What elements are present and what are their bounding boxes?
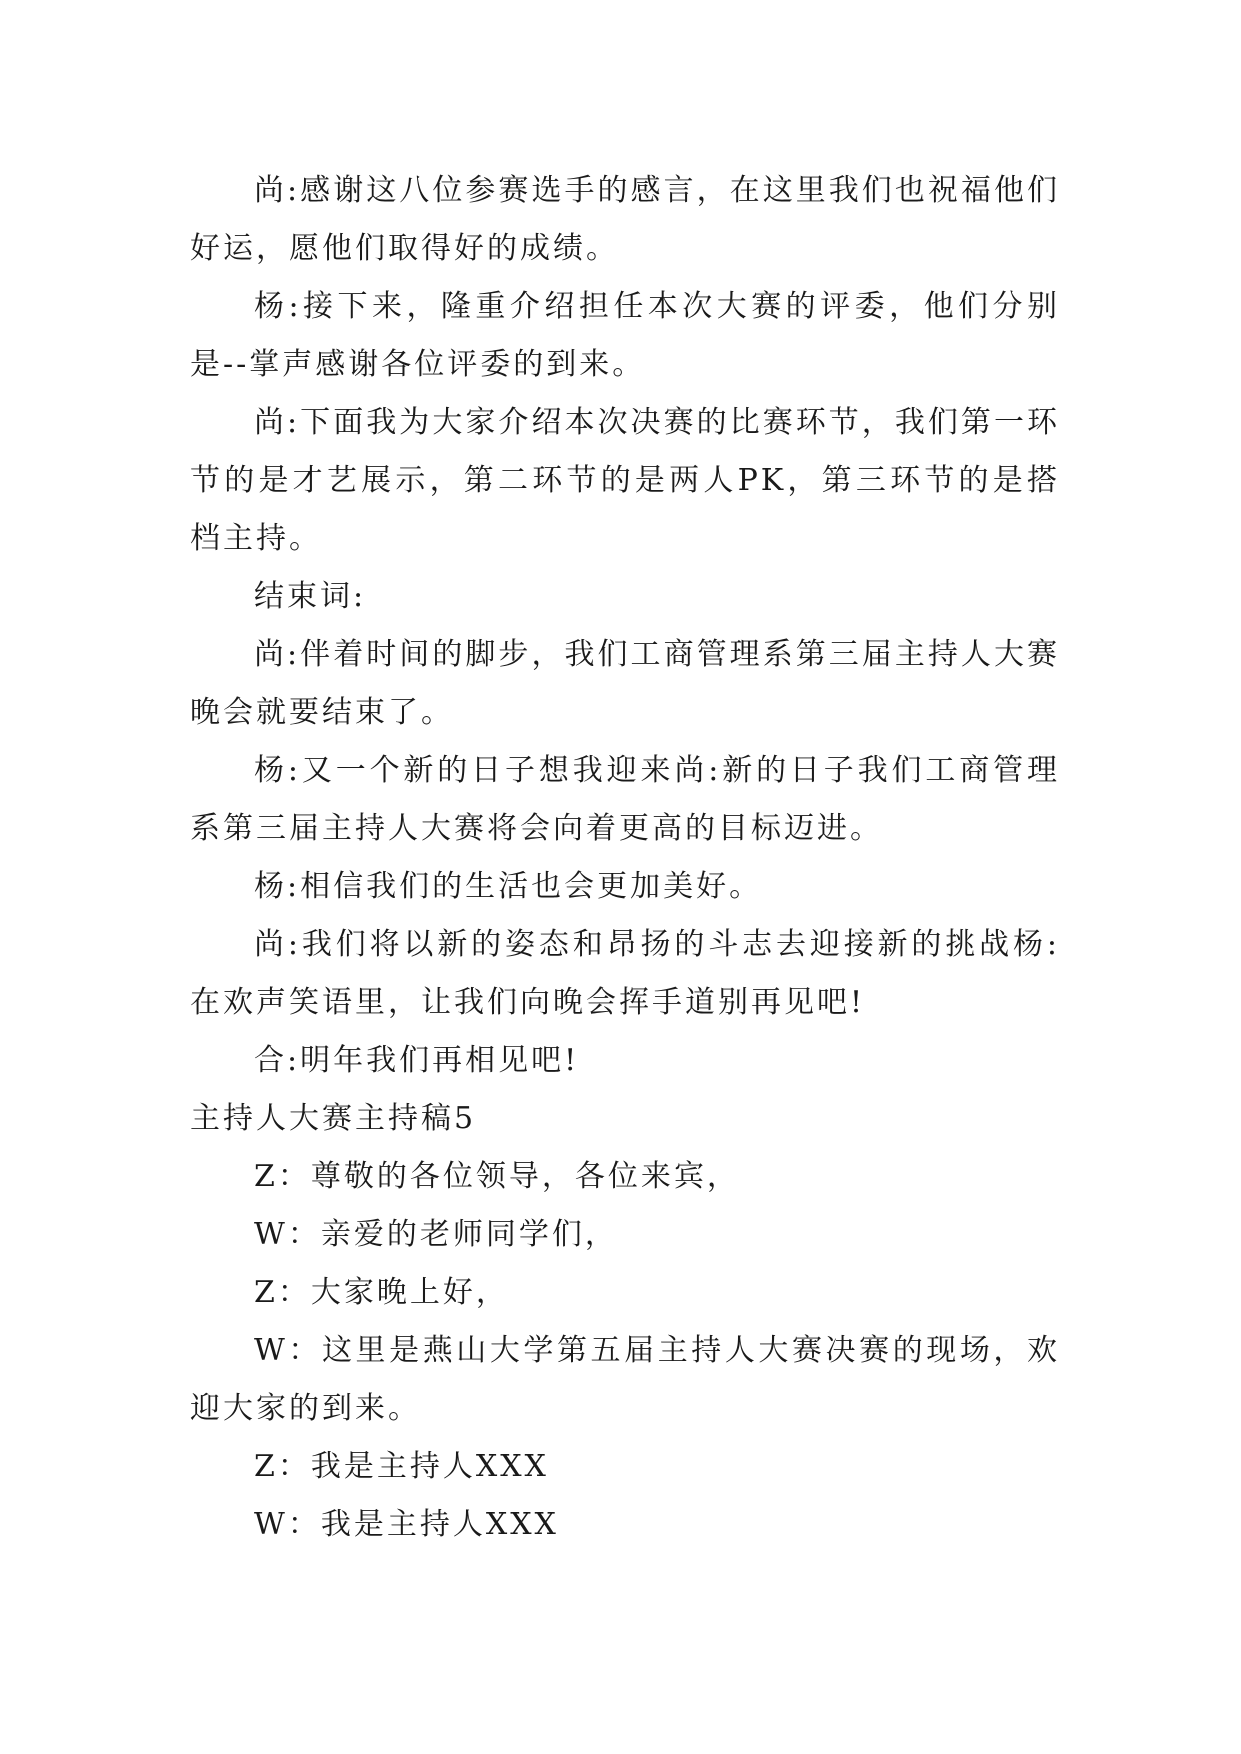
paragraph-thanks-contestants: 尚:感谢这八位参赛选手的感言，在这里我们也祝福他们好运，愿他们取得好的成绩。 [190, 173, 1060, 266]
paragraph-closing-1: 尚:伴着时间的脚步，我们工商管理系第三届主持人大赛晚会就要结束了。 [190, 637, 1060, 730]
paragraph-opening-4: W：这里是燕山大学第五届主持人大赛决赛的现场，欢迎大家的到来。 [190, 1333, 1060, 1426]
paragraph-competition-stages: 尚:下面我为大家介绍本次决赛的比赛环节，我们第一环节的是才艺展示，第二环节的是两人PK，第三环节的是搭档主持。 [190, 405, 1060, 556]
paragraph-opening-3: Z：大家晚上好， [254, 1275, 509, 1310]
section-title: 主持人大赛主持稿5 [190, 1101, 477, 1136]
paragraph-closing-5: 合:明年我们再相见吧! [254, 1043, 580, 1078]
paragraph-opening-2: W：亲爱的老师同学们， [254, 1217, 618, 1252]
paragraph-closing-4: 尚:我们将以新的姿态和昂扬的斗志去迎接新的挑战杨:在欢声笑语里，让我们向晚会挥手道别再见吧! [190, 927, 1060, 1020]
paragraph-closing-3: 杨:相信我们的生活也会更加美好。 [254, 869, 763, 904]
paragraph-opening-1: Z：尊敬的各位领导，各位来宾， [254, 1159, 740, 1194]
paragraph-closing-heading: 结束词: [254, 579, 367, 614]
paragraph-judges-intro: 杨:接下来，隆重介绍担任本次大赛的评委，他们分别是--掌声感谢各位评委的到来。 [190, 289, 1060, 382]
paragraph-closing-2: 杨:又一个新的日子想我迎来尚:新的日子我们工商管理系第三届主持人大赛将会向着更高的目标迈进。 [190, 753, 1060, 846]
paragraph-opening-5: Z：我是主持人XXX [254, 1449, 549, 1484]
paragraph-opening-6: W：我是主持人XXX [254, 1507, 559, 1542]
document-page [190, 162, 1060, 1554]
